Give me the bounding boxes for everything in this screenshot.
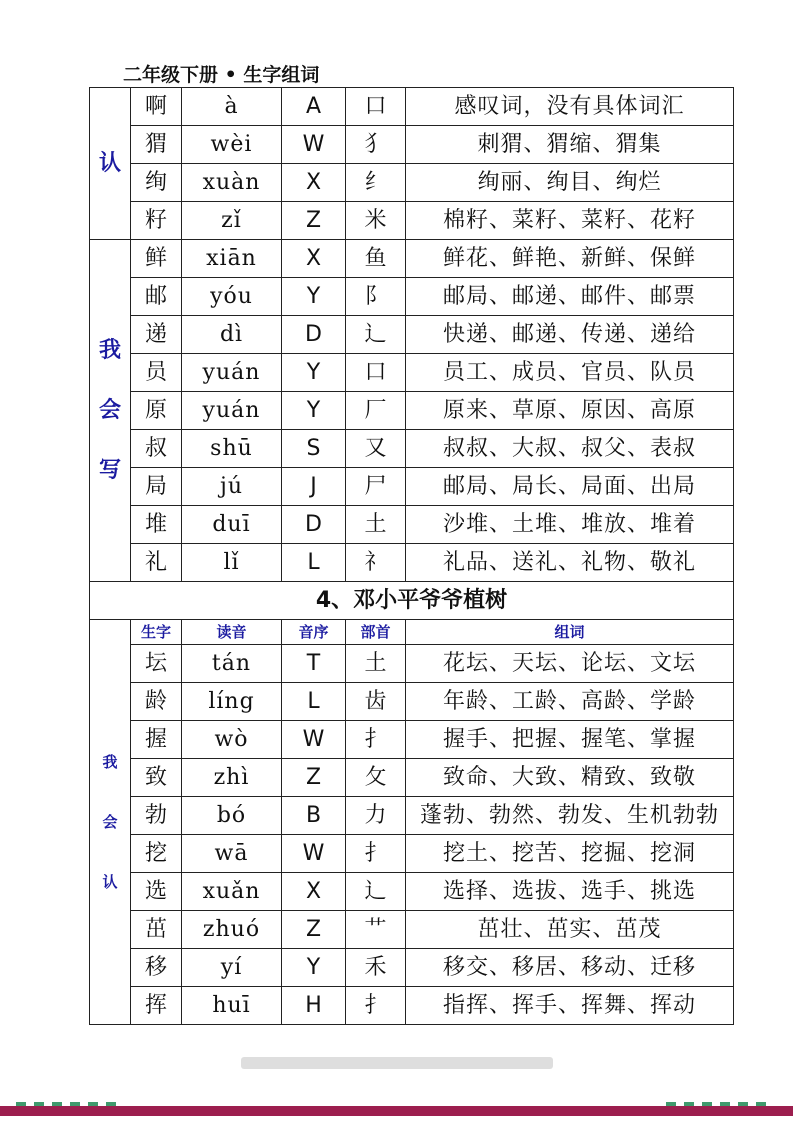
order-cell: H: [282, 987, 346, 1025]
table-row: [90, 240, 734, 278]
words-cell: 年龄、工龄、高龄、学龄: [406, 683, 734, 721]
radical-cell: 礻: [346, 544, 406, 582]
pinyin-cell: wò: [182, 721, 282, 759]
table-row: [90, 911, 734, 949]
words-cell: 邮局、局长、局面、出局: [406, 468, 734, 506]
pinyin-cell: dì: [182, 316, 282, 354]
character-cell: 员: [131, 354, 182, 392]
table-row: [90, 645, 734, 683]
pinyin-cell: yóu: [182, 278, 282, 316]
character-cell: 绚: [131, 164, 182, 202]
character-cell: 局: [131, 468, 182, 506]
character-cell: 鲜: [131, 240, 182, 278]
order-cell: Z: [282, 759, 346, 797]
character-cell: 递: [131, 316, 182, 354]
order-cell: B: [282, 797, 346, 835]
words-cell: 致命、大致、精致、致敬: [406, 759, 734, 797]
words-cell: 指挥、挥手、挥舞、挥动: [406, 987, 734, 1025]
side-label-char: 我: [98, 337, 121, 363]
order-cell: W: [282, 126, 346, 164]
pinyin-cell: xuǎn: [182, 873, 282, 911]
table-row: [90, 797, 734, 835]
pinyin-cell: bó: [182, 797, 282, 835]
radical-cell: 厂: [346, 392, 406, 430]
radical-cell: 口: [346, 354, 406, 392]
lesson-title: 4、邓小平爷爷植树: [90, 582, 734, 620]
table-row: [90, 316, 734, 354]
side-label: [90, 620, 131, 1025]
character-cell: 猬: [131, 126, 182, 164]
words-cell: 员工、成员、官员、队员: [406, 354, 734, 392]
character-cell: 啊: [131, 88, 182, 126]
side-label-char: 我: [102, 753, 118, 771]
words-cell: 茁壮、茁实、茁茂: [406, 911, 734, 949]
order-cell: T: [282, 645, 346, 683]
vocabulary-table: [89, 87, 734, 1025]
table-row: [90, 430, 734, 468]
character-cell: 籽: [131, 202, 182, 240]
radical-cell: 土: [346, 506, 406, 544]
radical-cell: 口: [346, 88, 406, 126]
table-row: [90, 949, 734, 987]
character-cell: 叔: [131, 430, 182, 468]
character-cell: 挥: [131, 987, 182, 1025]
words-cell: 沙堆、土堆、堆放、堆着: [406, 506, 734, 544]
radical-cell: 鱼: [346, 240, 406, 278]
table-row: [90, 164, 734, 202]
order-cell: D: [282, 316, 346, 354]
table-row: [90, 987, 734, 1025]
words-cell: 握手、把握、握笔、掌握: [406, 721, 734, 759]
pinyin-cell: yuán: [182, 354, 282, 392]
side-label-char: 会: [102, 813, 118, 831]
radical-cell: 扌: [346, 721, 406, 759]
column-header: 读音: [182, 620, 282, 645]
table-row: [90, 126, 734, 164]
character-cell: 握: [131, 721, 182, 759]
words-cell: 原来、草原、原因、高原: [406, 392, 734, 430]
words-cell: 叔叔、大叔、叔父、表叔: [406, 430, 734, 468]
side-label-char: 会: [98, 397, 121, 423]
side-label-char: 写: [98, 457, 121, 483]
pinyin-cell: yí: [182, 949, 282, 987]
table-row: [90, 278, 734, 316]
radical-cell: 艹: [346, 911, 406, 949]
side-label-char: 认: [102, 873, 118, 891]
order-cell: Y: [282, 392, 346, 430]
pinyin-cell: duī: [182, 506, 282, 544]
character-cell: 坛: [131, 645, 182, 683]
words-cell: 感叹词，没有具体词汇: [406, 88, 734, 126]
character-cell: 龄: [131, 683, 182, 721]
table-row: [90, 721, 734, 759]
pinyin-cell: wèi: [182, 126, 282, 164]
table-row: [90, 88, 734, 126]
words-cell: 鲜花、鲜艳、新鲜、保鲜: [406, 240, 734, 278]
pinyin-cell: xiān: [182, 240, 282, 278]
pinyin-cell: líng: [182, 683, 282, 721]
radical-cell: 尸: [346, 468, 406, 506]
character-cell: 勃: [131, 797, 182, 835]
column-header: 部首: [346, 620, 406, 645]
watermark: [241, 1057, 553, 1069]
column-header: 生字: [131, 620, 182, 645]
words-cell: 绚丽、绚目、绚烂: [406, 164, 734, 202]
pinyin-cell: huī: [182, 987, 282, 1025]
pinyin-cell: yuán: [182, 392, 282, 430]
pinyin-cell: tán: [182, 645, 282, 683]
pinyin-cell: zhì: [182, 759, 282, 797]
order-cell: Z: [282, 911, 346, 949]
radical-cell: 扌: [346, 835, 406, 873]
words-cell: 刺猬、猬缩、猬集: [406, 126, 734, 164]
words-cell: 蓬勃、勃然、勃发、生机勃勃: [406, 797, 734, 835]
order-cell: Y: [282, 354, 346, 392]
order-cell: L: [282, 544, 346, 582]
pinyin-cell: zhuó: [182, 911, 282, 949]
words-cell: 棉籽、菜籽、菜籽、花籽: [406, 202, 734, 240]
order-cell: X: [282, 240, 346, 278]
pinyin-cell: à: [182, 88, 282, 126]
order-cell: X: [282, 873, 346, 911]
pinyin-cell: xuàn: [182, 164, 282, 202]
words-cell: 礼品、送礼、礼物、敬礼: [406, 544, 734, 582]
character-cell: 茁: [131, 911, 182, 949]
side-label-char: 认: [98, 150, 121, 176]
page-title: 二年级下册 • 生字组词: [123, 64, 320, 86]
table-row: [90, 683, 734, 721]
radical-cell: 辶: [346, 316, 406, 354]
character-cell: 移: [131, 949, 182, 987]
radical-cell: 米: [346, 202, 406, 240]
words-cell: 花坛、天坛、论坛、文坛: [406, 645, 734, 683]
table-row: [90, 392, 734, 430]
table-row: [90, 202, 734, 240]
radical-cell: 齿: [346, 683, 406, 721]
radical-cell: 扌: [346, 987, 406, 1025]
pinyin-cell: lǐ: [182, 544, 282, 582]
radical-cell: 力: [346, 797, 406, 835]
order-cell: W: [282, 721, 346, 759]
pinyin-cell: jú: [182, 468, 282, 506]
character-cell: 原: [131, 392, 182, 430]
character-cell: 致: [131, 759, 182, 797]
order-cell: S: [282, 430, 346, 468]
pinyin-cell: zǐ: [182, 202, 282, 240]
column-header: 音序: [282, 620, 346, 645]
radical-cell: 土: [346, 645, 406, 683]
radical-cell: 禾: [346, 949, 406, 987]
pinyin-cell: wā: [182, 835, 282, 873]
side-label: [90, 88, 131, 240]
order-cell: Z: [282, 202, 346, 240]
radical-cell: 又: [346, 430, 406, 468]
pinyin-cell: shū: [182, 430, 282, 468]
side-label: [90, 240, 131, 582]
table-row: [90, 759, 734, 797]
table-row: [90, 835, 734, 873]
lesson-title-row: [90, 582, 734, 620]
radical-cell: 辶: [346, 873, 406, 911]
order-cell: W: [282, 835, 346, 873]
words-cell: 移交、移居、移动、迁移: [406, 949, 734, 987]
character-cell: 挖: [131, 835, 182, 873]
order-cell: D: [282, 506, 346, 544]
table-row: [90, 354, 734, 392]
table-row: [90, 468, 734, 506]
radical-cell: 纟: [346, 164, 406, 202]
words-cell: 快递、邮递、传递、递给: [406, 316, 734, 354]
words-cell: 挖土、挖苦、挖掘、挖洞: [406, 835, 734, 873]
order-cell: L: [282, 683, 346, 721]
words-cell: 邮局、邮递、邮件、邮票: [406, 278, 734, 316]
radical-cell: 攵: [346, 759, 406, 797]
table-row: [90, 544, 734, 582]
order-cell: Y: [282, 949, 346, 987]
table-row: [90, 873, 734, 911]
character-cell: 礼: [131, 544, 182, 582]
order-cell: X: [282, 164, 346, 202]
character-cell: 堆: [131, 506, 182, 544]
radical-cell: 阝: [346, 278, 406, 316]
order-cell: Y: [282, 278, 346, 316]
order-cell: J: [282, 468, 346, 506]
column-header: 组词: [406, 620, 734, 645]
character-cell: 邮: [131, 278, 182, 316]
order-cell: A: [282, 88, 346, 126]
footer-bar: [0, 1106, 793, 1116]
column-header-row: [90, 620, 734, 645]
table-row: [90, 506, 734, 544]
character-cell: 选: [131, 873, 182, 911]
radical-cell: 犭: [346, 126, 406, 164]
words-cell: 选择、选拔、选手、挑选: [406, 873, 734, 911]
